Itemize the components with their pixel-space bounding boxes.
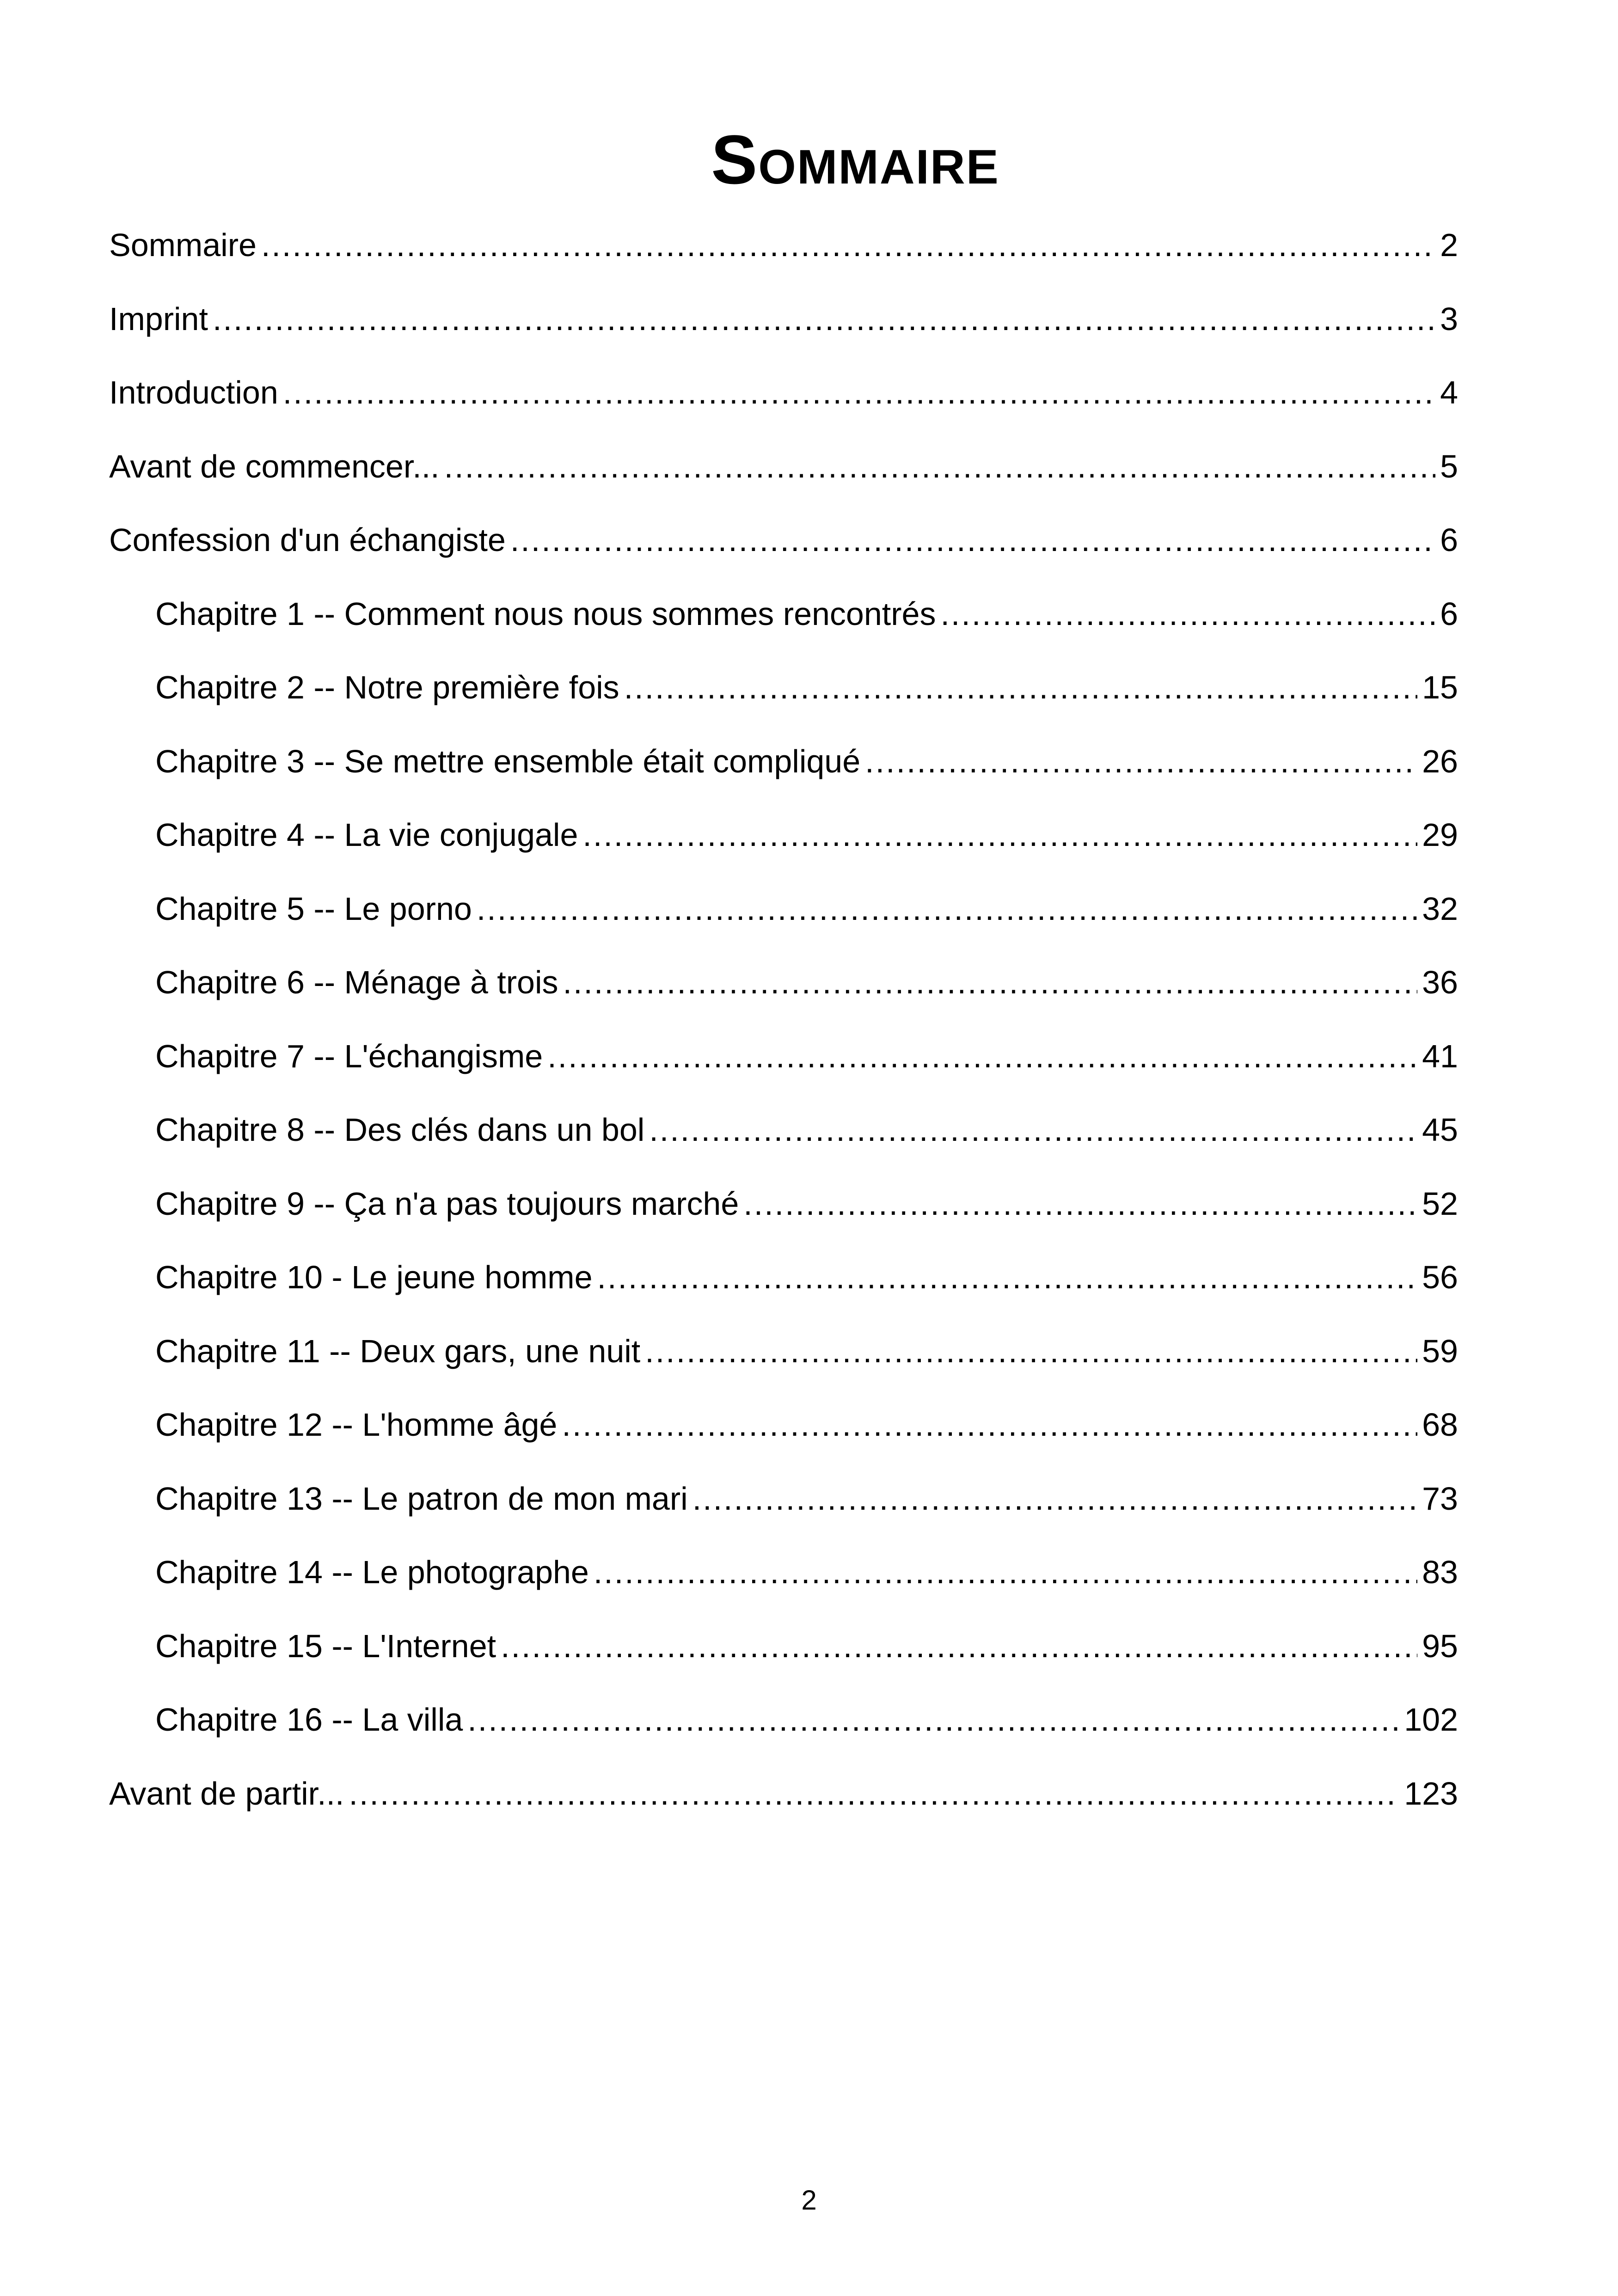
toc-entry-label: Introduction — [109, 374, 278, 410]
toc-entry-label: Chapitre 14 -- Le photographe — [155, 1554, 589, 1590]
toc-entry-label: Chapitre 6 -- Ménage à trois — [155, 964, 558, 1000]
toc-dot-leader — [467, 1692, 1399, 1747]
toc-entry-label: Chapitre 7 -- L'échangisme — [155, 1038, 543, 1074]
toc-dot-leader — [743, 1176, 1417, 1231]
toc-entry[interactable] — [109, 1618, 1458, 1692]
toc-dot-leader — [597, 1249, 1418, 1305]
toc-entry-label: Confession d'un échangiste — [109, 522, 506, 558]
toc-entry-page-number: 102 — [1404, 1702, 1458, 1738]
toc-entry-label: Avant de partir... — [109, 1775, 344, 1812]
toc-dot-leader — [501, 1618, 1417, 1674]
toc-entry-label: Chapitre 4 -- La vie conjugale — [155, 817, 578, 853]
toc-entry-page-number: 73 — [1422, 1480, 1458, 1517]
toc-entry-label: Chapitre 11 -- Deux gars, une nuit — [155, 1333, 641, 1369]
toc-entry-label: Chapitre 10 - Le jeune homme — [155, 1259, 593, 1295]
toc-entry-page-number: 5 — [1440, 448, 1458, 484]
toc-entry[interactable] — [109, 1029, 1458, 1102]
toc-entry-page-number: 6 — [1440, 522, 1458, 558]
toc-entry[interactable] — [109, 734, 1458, 808]
toc-entry-page-number: 3 — [1440, 300, 1458, 337]
toc-entry-page-number: 2 — [1440, 227, 1458, 263]
toc-entry-label: Chapitre 12 -- L'homme âgé — [155, 1407, 558, 1443]
toc-entry-label: Sommaire — [109, 227, 257, 263]
toc-entry-page-number: 45 — [1422, 1112, 1458, 1148]
toc-entry[interactable] — [109, 1397, 1458, 1471]
toc-entry[interactable] — [109, 365, 1458, 439]
toc-entry[interactable] — [109, 586, 1458, 660]
toc-entry-page-number: 83 — [1422, 1554, 1458, 1590]
toc-entry[interactable] — [109, 1766, 1458, 1840]
toc-entry-page-number: 15 — [1422, 669, 1458, 705]
toc-entry[interactable] — [109, 807, 1458, 881]
toc-entry-page-number: 123 — [1404, 1775, 1458, 1812]
toc-entry-page-number: 95 — [1422, 1628, 1458, 1664]
toc-dot-leader — [693, 1471, 1417, 1526]
toc-entry-page-number: 59 — [1422, 1333, 1458, 1369]
toc-entry-page-number: 36 — [1422, 964, 1458, 1000]
toc-dot-leader — [562, 1397, 1417, 1452]
page-title: Sommaire — [711, 121, 999, 198]
toc-entry[interactable] — [109, 1471, 1458, 1545]
toc-entry-label: Chapitre 5 -- Le porno — [155, 890, 472, 927]
toc-entry[interactable] — [109, 660, 1458, 734]
toc-dot-leader — [865, 734, 1417, 789]
toc-entry-page-number: 56 — [1422, 1259, 1458, 1295]
toc-entry-page-number: 29 — [1422, 817, 1458, 853]
toc-entry-page-number: 32 — [1422, 890, 1458, 927]
toc-dot-leader — [594, 1544, 1417, 1600]
toc-entry[interactable] — [109, 1102, 1458, 1176]
toc-entry-label: Chapitre 2 -- Notre première fois — [155, 669, 619, 705]
toc-dot-leader — [563, 955, 1418, 1010]
toc-entry-page-number: 6 — [1440, 595, 1458, 632]
toc-entry-label: Chapitre 1 -- Comment nous nous sommes rencontrés — [155, 595, 936, 632]
toc-entry-page-number: 68 — [1422, 1407, 1458, 1443]
toc-entry[interactable] — [109, 439, 1458, 513]
toc-dot-leader — [510, 512, 1435, 568]
toc-dot-leader — [547, 1029, 1417, 1084]
toc-entry-label: Chapitre 9 -- Ça n'a pas toujours marché — [155, 1185, 739, 1222]
toc-dot-leader — [477, 881, 1417, 937]
toc-entry-label: Chapitre 8 -- Des clés dans un bol — [155, 1112, 645, 1148]
toc-entry-page-number: 41 — [1422, 1038, 1458, 1074]
toc-entry[interactable] — [109, 1323, 1458, 1397]
toc-entry[interactable] — [109, 1249, 1458, 1323]
toc-dot-leader — [624, 660, 1417, 715]
toc-dot-leader — [645, 1323, 1417, 1379]
toc-entry[interactable] — [109, 217, 1458, 291]
toc-entry[interactable] — [109, 955, 1458, 1029]
toc-entry[interactable] — [109, 881, 1458, 955]
toc-entry-page-number: 52 — [1422, 1185, 1458, 1222]
toc-entry[interactable] — [109, 291, 1458, 365]
toc-entry-page-number: 4 — [1440, 374, 1458, 410]
toc-entry-label: Avant de commencer... — [109, 448, 440, 484]
toc-dot-leader — [283, 365, 1435, 420]
toc-entry[interactable] — [109, 1544, 1458, 1618]
toc-entry[interactable] — [109, 512, 1458, 586]
toc-entry-label: Imprint — [109, 300, 208, 337]
toc-dot-leader — [582, 807, 1417, 863]
toc-dot-leader — [444, 439, 1435, 494]
toc-entry-label: Chapitre 15 -- L'Internet — [155, 1628, 496, 1664]
toc-entry[interactable] — [109, 1692, 1458, 1766]
table-of-contents — [109, 217, 1458, 1839]
toc-entry-label: Chapitre 13 -- Le patron de mon mari — [155, 1480, 688, 1517]
toc-dot-leader — [213, 291, 1435, 347]
page-number: 2 — [801, 2185, 817, 2216]
toc-entry[interactable] — [109, 1176, 1458, 1250]
toc-dot-leader — [349, 1766, 1399, 1821]
toc-dot-leader — [940, 586, 1435, 642]
toc-entry-label: Chapitre 16 -- La villa — [155, 1702, 463, 1738]
toc-dot-leader — [261, 217, 1435, 273]
toc-dot-leader — [649, 1102, 1417, 1157]
toc-entry-page-number: 26 — [1422, 743, 1458, 779]
toc-entry-label: Chapitre 3 -- Se mettre ensemble était compliqué — [155, 743, 861, 779]
